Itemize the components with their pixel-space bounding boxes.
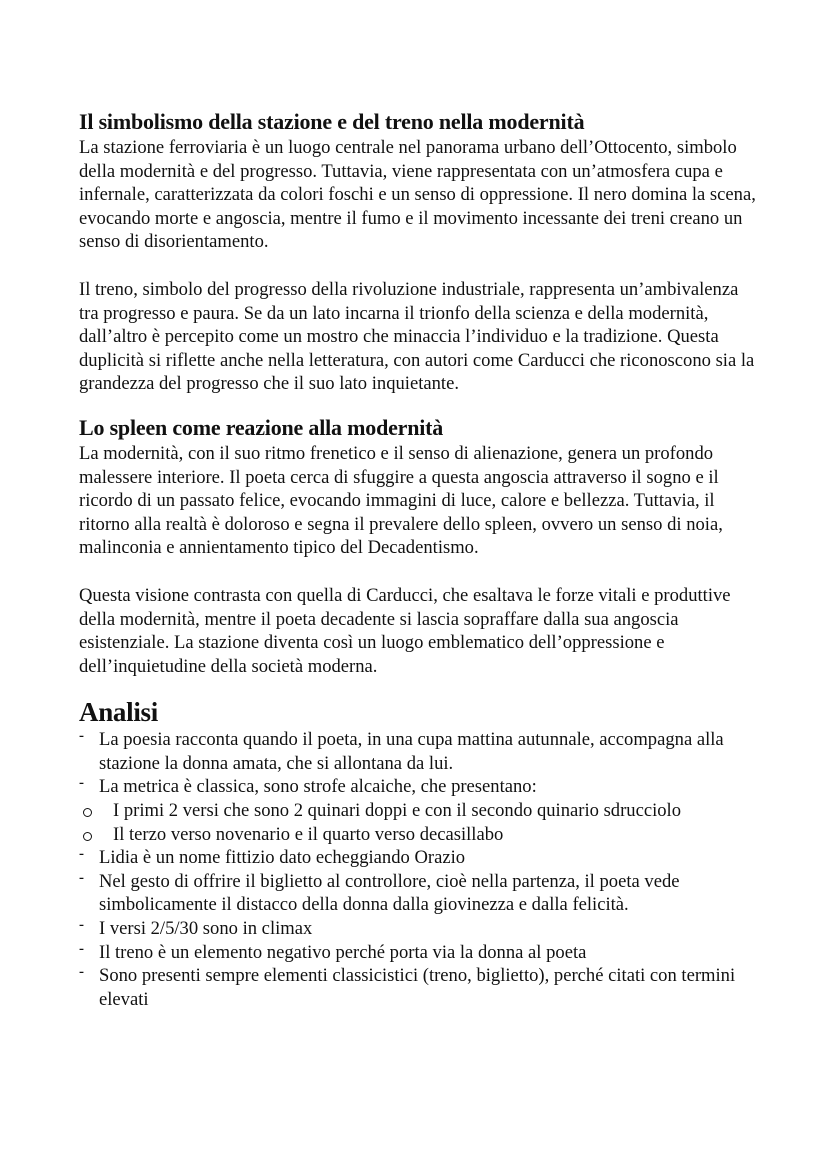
document-page (79, 108, 759, 1011)
section-heading-simbolismo: Il simbolismo della stazione e del treno nella modernità (79, 109, 585, 134)
list-item: - Sono presenti sempre elementi classicistici (treno, biglietto), perché citati con termini elevati (79, 964, 759, 1011)
sub-list-item: Il terzo verso novenario e il quarto verso decasillabo (79, 823, 759, 847)
paragraph: La modernità, con il suo ritmo frenetico e il senso di alienazione, genera un profondo malessere interiore. Il poeta cerca di sfuggire a questa angoscia attraverso il sogno e il ricordo di un passato felice, evocando immagini di luce, calore e bellezza. Tuttavia, il ritorno alla realtà è doloroso e segna il prevalere dello spleen, ovvero un senso di noia, malinconia e annientamento tipico del Decadentismo. (79, 442, 723, 559)
list-item: - La metrica è classica, sono strofe alcaiche, che presentano: (79, 775, 759, 799)
section-heading-spleen: Lo spleen come reazione alla modernità (79, 414, 444, 440)
paragraph: Il treno, simbolo del progresso della rivoluzione industriale, rappresenta un’ambivalenza tra progresso e paura. Se da un lato incarna il trionfo della scienza e della modernità, dall’altro è percepito come un mostro che minaccia l’individuo e la tradizione. Questa duplicità si riflette anche nella letteratura, con autori come Carducci che riconoscono sia la grandezza del progresso che il suo lato inquietante. (79, 278, 755, 395)
list-item: - La poesia racconta quando il poeta, in una cupa mattina autunnale, accompagna alla stazione la donna amata, che si allontana da lui. (79, 728, 759, 775)
paragraph: Questa visione contrasta con quella di Carducci, che esaltava le forze vitali e produttive della modernità, mentre il poeta decadente si lascia sopraffare dalla sua angoscia esistenziale. La stazione diventa così un luogo emblematico dell’oppressione e dell’inquietudine della società moderna. (79, 584, 731, 677)
list-item: - Lidia è un nome fittizio dato echeggiando Orazio (79, 846, 759, 870)
list-item: - I versi 2/5/30 sono in climax (79, 917, 759, 941)
analisi-list (79, 728, 759, 799)
section-heading-analisi: Analisi (79, 697, 158, 728)
analisi-sublist (79, 799, 759, 846)
list-item: - Il treno è un elemento negativo perché porta via la donna al poeta (79, 941, 759, 965)
paragraph: La stazione ferroviaria è un luogo centrale nel panorama urbano dell’Ottocento, simbolo della modernità e del progresso. Tuttavia, viene rappresentata con un’atmosfera cupa e infernale, caratterizzata da colori foschi e un senso di oppressione. Il nero domina la scena, evocando morte e angoscia, mentre il fumo e il movimento incessante dei treni creano un senso di disorientamento. (79, 137, 756, 253)
analisi-list-continued (79, 846, 759, 1011)
sub-list-item: I primi 2 versi che sono 2 quinari doppi e con il secondo quinario sdrucciolo (79, 799, 759, 823)
list-item: - Nel gesto di offrire il biglietto al controllore, cioè nella partenza, il poeta vede simbolicamente il distacco della donna dalla giovinezza e dalla felicità. (79, 870, 759, 917)
